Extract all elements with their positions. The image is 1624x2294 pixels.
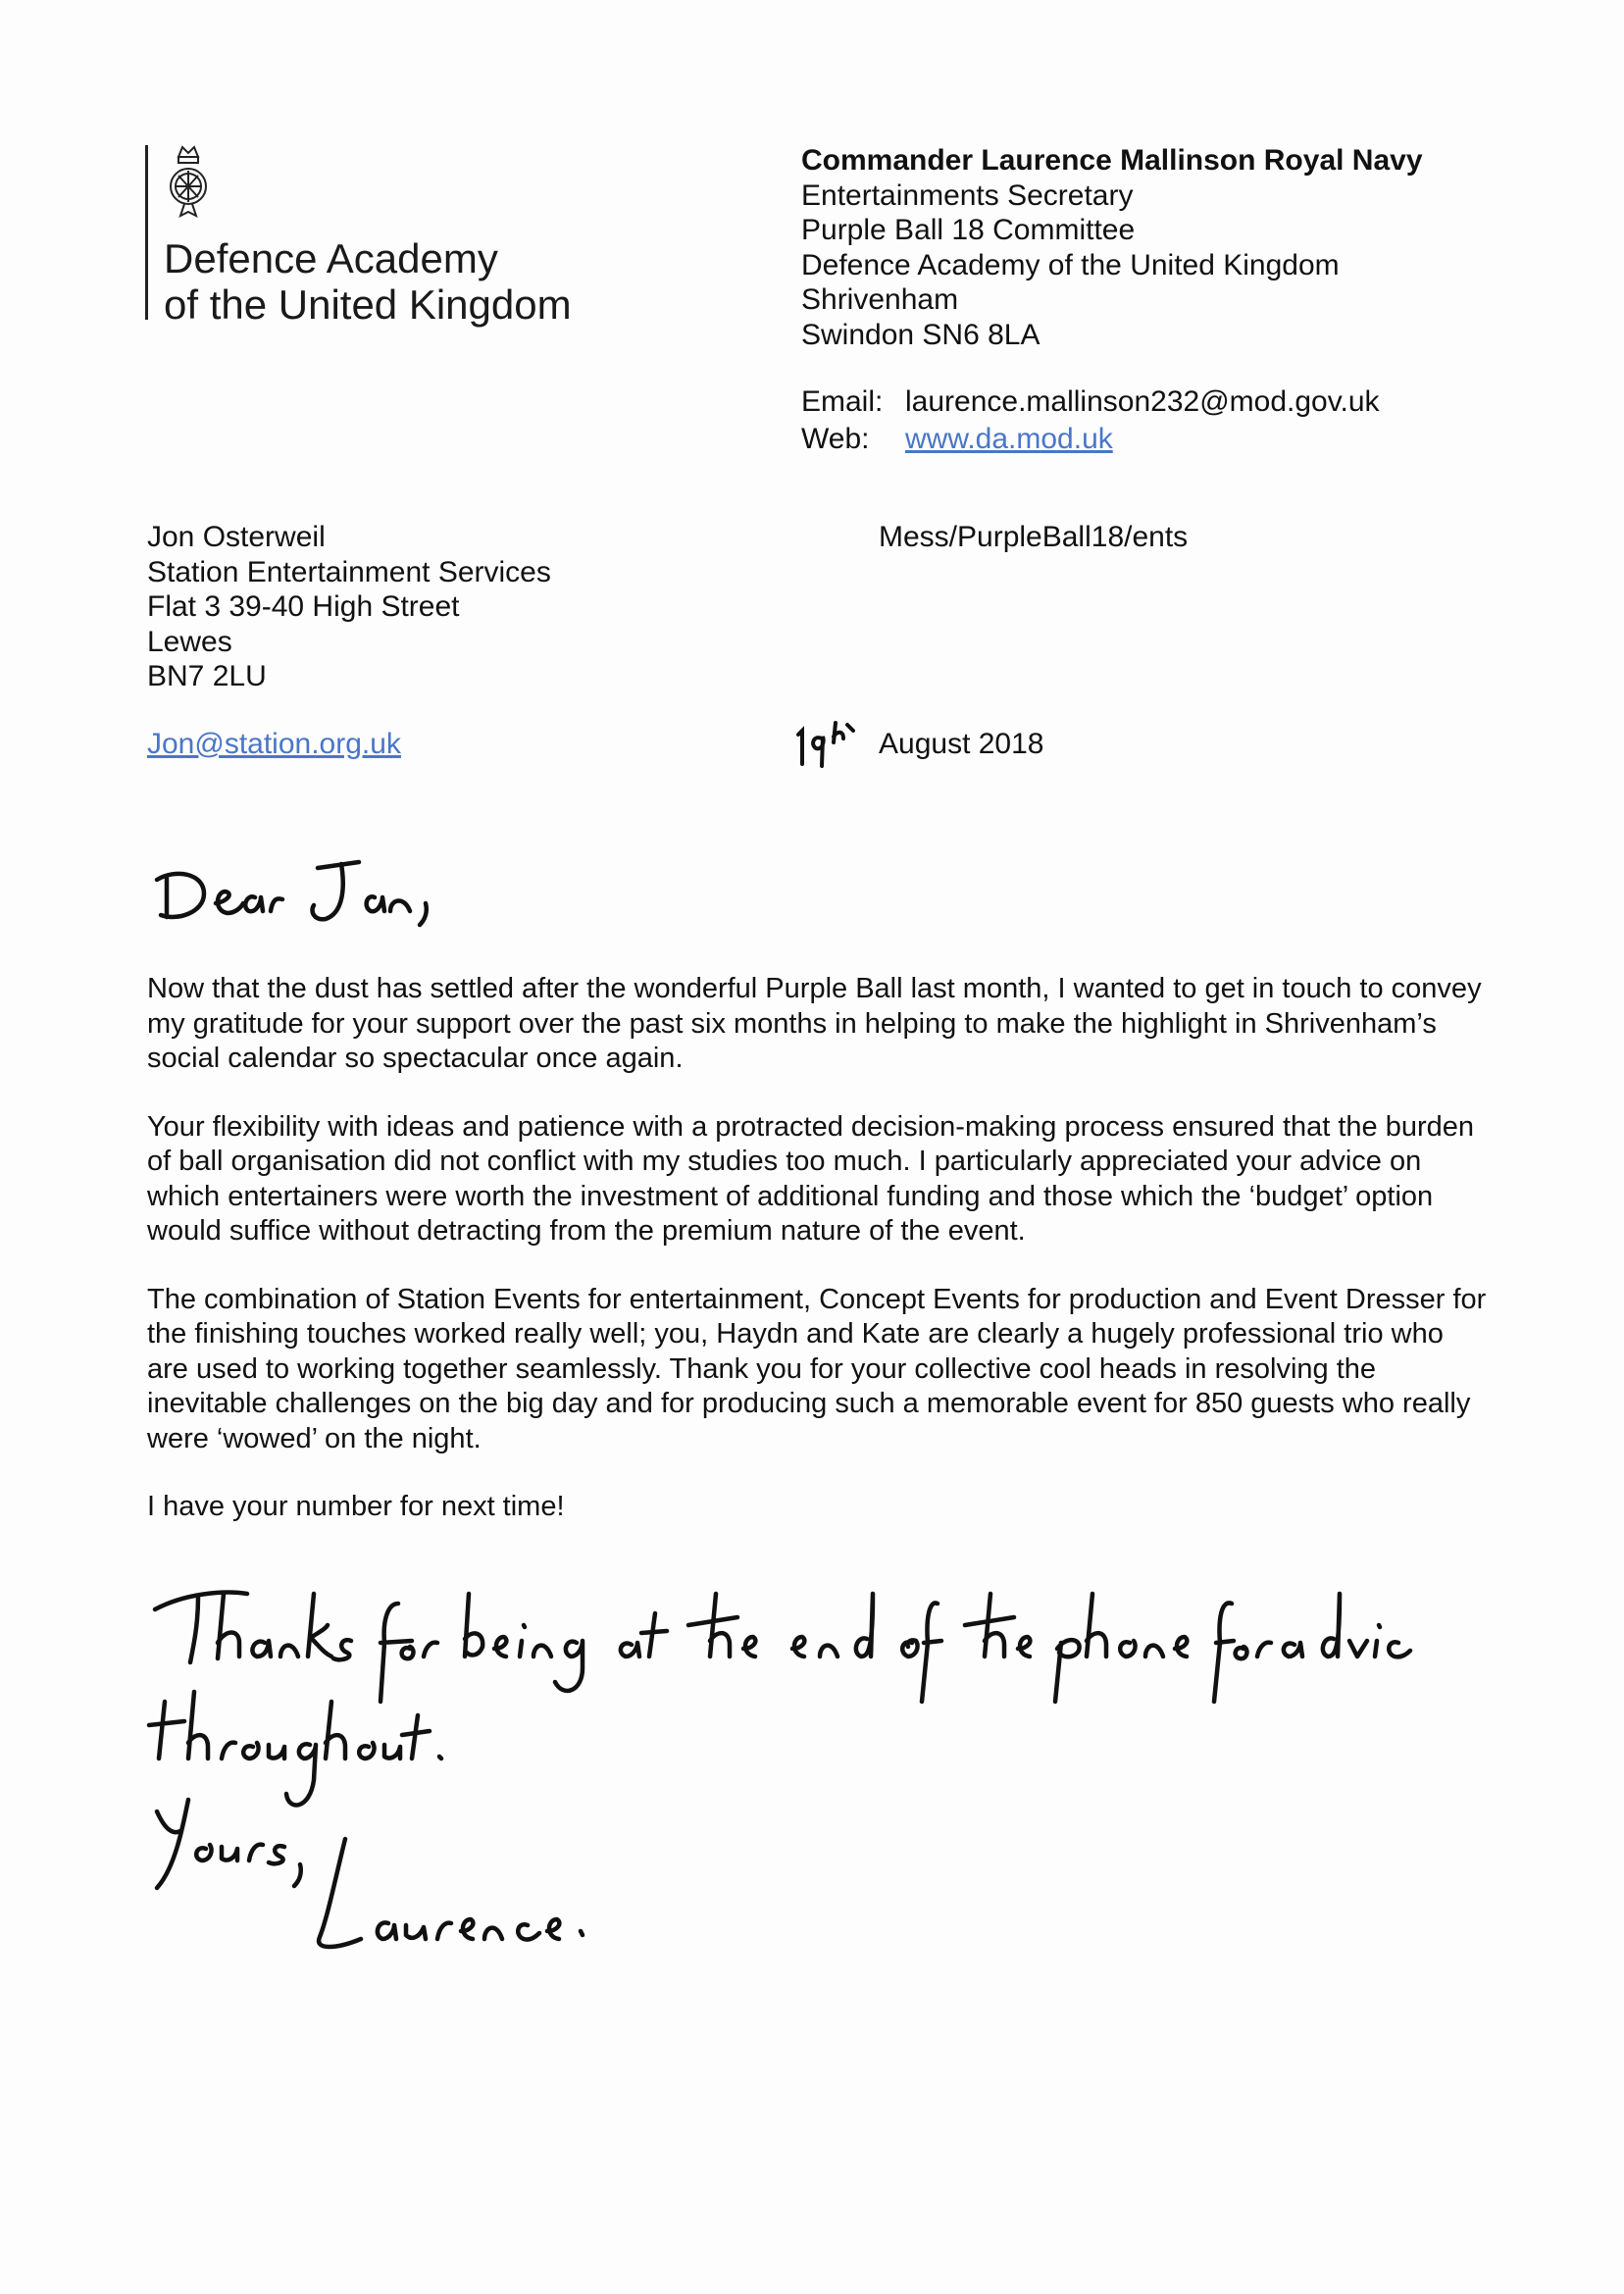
sender-line: Entertainments Secretary <box>801 178 1134 212</box>
body-paragraph: I have your number for next time! <box>147 1491 565 1522</box>
organisation-name <box>164 235 572 328</box>
sender-line: Shrivenham <box>801 283 959 316</box>
sender-web-row <box>801 421 1380 458</box>
reference: Mess/PurpleBall18/ents <box>879 521 1189 553</box>
recipient-line: Lewes <box>147 625 232 658</box>
recipient-email-link[interactable]: Jon@station.org.uk <box>147 728 401 760</box>
letterhead-rule <box>145 145 148 320</box>
letter-body <box>147 972 1491 1558</box>
body-paragraph: Now that the dust has settled after the wonderful Purple Ball last month, I wanted to get in touch to convey my gratitude for your support over the past six months in helping to make the highlight in Shrivenham’s social calendar so spectacular once again. <box>147 973 1482 1074</box>
crest-icon <box>157 143 220 231</box>
sender-line: Swindon SN6 8LA <box>801 318 1040 351</box>
sender-contact <box>801 383 1380 458</box>
sender-address <box>801 143 1423 352</box>
recipient-line: BN7 2LU <box>147 660 267 692</box>
handwritten-day <box>792 717 863 772</box>
sender-email: laurence.mallinson232@mod.gov.uk <box>905 385 1380 418</box>
recipient-line: Jon Osterweil <box>147 521 326 553</box>
body-paragraph: The combination of Station Events for entertainment, Concept Events for production and Event Dresser for the finishing touches worked really well; you, Haydn and Kate are clearly a hugely professional trio who are used to working together seamlessly. Thank you for your collective cool heads in resolving the inevitable challenges on the big day and for producing such a memorable event for 850 guests who really were ‘wowed’ on the night. <box>147 1283 1487 1454</box>
letter-date: August 2018 <box>879 728 1044 760</box>
sender-email-row <box>801 383 1380 421</box>
web-label: Web: <box>801 423 870 455</box>
handwritten-salutation <box>147 829 461 937</box>
email-label: Email: <box>801 385 884 418</box>
body-paragraph: Your flexibility with ideas and patience with a protracted decision-making process ensured that the burden of ball organisation did not conflict with my studies too much. I particularly appreciated your advice on which entertainers were worth the investment of additional funding and those which the ‘budget’ option would suffice without detracting from the premium nature of the event. <box>147 1110 1475 1247</box>
organisation-line-1: Defence Academy <box>164 235 498 281</box>
sender-web-link[interactable]: www.da.mod.uk <box>905 423 1113 455</box>
organisation-line-2: of the United Kingdom <box>164 281 572 328</box>
sender-line: Defence Academy of the United Kingdom <box>801 248 1340 281</box>
sender-line: Purple Ball 18 Committee <box>801 214 1136 246</box>
sender-name: Commander Laurence Mallinson Royal Navy <box>801 144 1423 177</box>
handwritten-note <box>145 1555 1420 2025</box>
recipient-address <box>147 520 551 694</box>
recipient-line: Flat 3 39-40 High Street <box>147 590 460 623</box>
recipient-line: Station Entertainment Services <box>147 555 551 588</box>
